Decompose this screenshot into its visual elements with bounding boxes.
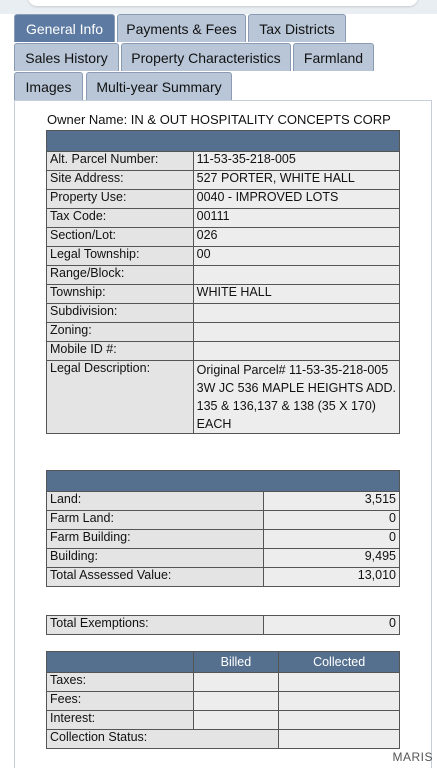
billed-header: Billed	[193, 652, 279, 673]
table-row	[47, 228, 400, 247]
row-value: 3,515	[264, 492, 400, 511]
row-label: Township:	[47, 285, 194, 304]
table-row	[47, 511, 400, 530]
tab-general-info[interactable]: General Info	[14, 14, 115, 42]
row-label: Section/Lot:	[47, 228, 194, 247]
collection-status-label: Collection Status:	[47, 730, 279, 749]
table-row	[47, 616, 400, 635]
row-value: 527 PORTER, WHITE HALL	[193, 171, 399, 190]
legal-description-line: EACH	[196, 417, 232, 431]
row-value: 0040 - IMPROVED LOTS	[193, 190, 399, 209]
collection-status-value	[279, 730, 400, 749]
table-row	[47, 323, 400, 342]
table-row	[47, 247, 400, 266]
row-label: Total Assessed Value:	[47, 568, 264, 587]
row-value: 026	[193, 228, 399, 247]
tab-sales-history[interactable]: Sales History	[14, 43, 119, 71]
table-header	[47, 131, 400, 152]
table-row	[47, 190, 400, 209]
row-label: Interest:	[47, 711, 194, 730]
row-label: Alt. Parcel Number:	[47, 152, 194, 171]
row-label: Farm Land:	[47, 511, 264, 530]
collected-header: Collected	[279, 652, 400, 673]
tab-images[interactable]: Images	[14, 72, 83, 100]
owner-name: Owner Name: IN & OUT HOSPITALITY CONCEPTS CORP	[47, 112, 391, 127]
top-bar	[0, 0, 437, 14]
table-header	[47, 471, 400, 492]
watermark-logo: MARIS	[392, 750, 433, 764]
row-label: Fees:	[47, 692, 194, 711]
row-value	[193, 304, 399, 323]
row-label: Zoning:	[47, 323, 194, 342]
row-label: Total Exemptions:	[47, 616, 264, 635]
row-label: Property Use:	[47, 190, 194, 209]
table-row	[47, 673, 400, 692]
search-pill[interactable]	[28, 0, 418, 6]
billed-value	[193, 673, 279, 692]
row-value: 13,010	[264, 568, 400, 587]
tab-tax-districts[interactable]: Tax Districts	[248, 14, 346, 42]
row-label: Range/Block:	[47, 266, 194, 285]
row-value	[193, 342, 399, 361]
billed-value	[193, 692, 279, 711]
billed-value	[193, 711, 279, 730]
row-value: 00	[193, 247, 399, 266]
row-label: Building:	[47, 549, 264, 568]
table-row	[47, 549, 400, 568]
table-row	[47, 266, 400, 285]
table-row	[47, 152, 400, 171]
row-value	[193, 266, 399, 285]
row-value: 9,495	[264, 549, 400, 568]
table-row	[47, 342, 400, 361]
collected-value	[279, 692, 400, 711]
collected-value	[279, 673, 400, 692]
row-value: 0	[264, 616, 400, 635]
row-value: 0	[264, 530, 400, 549]
row-label: Subdivision:	[47, 304, 194, 323]
table-row	[47, 209, 400, 228]
table-row	[47, 730, 400, 749]
row-label: Legal Township:	[47, 247, 194, 266]
row-value	[193, 323, 399, 342]
parcel-info-table	[46, 130, 400, 434]
legal-description-line: 135 & 136,137 & 138 (35 X 170)	[196, 399, 376, 413]
header-cell	[47, 652, 194, 673]
row-value: 0	[264, 511, 400, 530]
legal-description-line: 3W JC 536 MAPLE HEIGHTS ADD.	[196, 381, 397, 395]
legal-description-value	[193, 361, 399, 434]
row-label: Land:	[47, 492, 264, 511]
legal-description-line: Original Parcel# 11-53-35-218-005	[196, 363, 389, 377]
header-cell	[47, 471, 400, 492]
row-label: Site Address:	[47, 171, 194, 190]
row-label: Mobile ID #:	[47, 342, 194, 361]
row-value: WHITE HALL	[193, 285, 399, 304]
legal-description-label: Legal Description:	[47, 361, 194, 434]
tab-multi-year-summary[interactable]: Multi-year Summary	[86, 72, 232, 100]
table-row	[47, 304, 400, 323]
table-row	[47, 285, 400, 304]
tab-farmland[interactable]: Farmland	[293, 43, 374, 71]
assessment-table	[46, 470, 400, 587]
row-label: Taxes:	[47, 673, 194, 692]
row-value: 11-53-35-218-005	[193, 152, 399, 171]
table-row	[47, 692, 400, 711]
table-row	[47, 530, 400, 549]
row-label: Farm Building:	[47, 530, 264, 549]
table-row	[47, 361, 400, 434]
table-row	[47, 171, 400, 190]
table-row	[47, 711, 400, 730]
exemptions-table	[46, 615, 400, 635]
table-row	[47, 492, 400, 511]
collected-value	[279, 711, 400, 730]
table-row	[47, 568, 400, 587]
tab-property-characteristics[interactable]: Property Characteristics	[121, 43, 291, 71]
tab-payments-fees[interactable]: Payments & Fees	[117, 14, 246, 42]
billing-table	[46, 651, 400, 749]
row-label: Tax Code:	[47, 209, 194, 228]
header-cell	[47, 131, 400, 152]
row-value: 00111	[193, 209, 399, 228]
table-header	[47, 652, 400, 673]
